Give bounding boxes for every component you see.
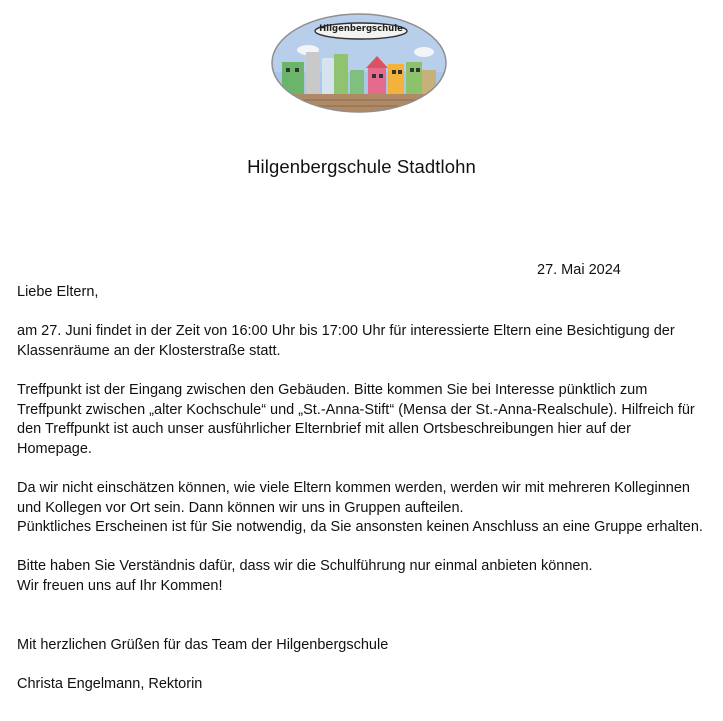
logo-text: Hilgenbergschule [319, 24, 403, 34]
salutation: Liebe Eltern, [17, 284, 99, 300]
paragraph-line: Wir freuen uns auf Ihr Kommen! [17, 577, 223, 594]
paragraph-line: Treffpunkt ist der Eingang zwischen den Gebäuden. Bitte kommen Sie bei Interesse pünktlich zum [17, 381, 648, 398]
paragraph-line: Homepage. [17, 440, 92, 457]
paragraph-line: Pünktliches Erscheinen ist für Sie notwendig, da Sie ansonsten keinen Anschluss an eine Gruppe erhalten. [17, 519, 703, 536]
paragraph-line: Da wir nicht einschätzen können, wie viele Eltern kommen werden, werden wir mit mehreren Kolleginnen [17, 479, 690, 496]
paragraph-line: Bitte haben Sie Verständnis dafür, dass wir die Schulführung nur einmal anbieten können. [17, 558, 593, 575]
letter-date: 27. Mai 2024 [537, 262, 621, 278]
paragraph-line: den Treffpunkt ist auch unser ausführlicher Elternbrief mit allen Ortsbeschreibungen hier auf der [17, 421, 631, 438]
paragraph-line: Treffpunkt zwischen „alter Kochschule“ und „St.-Anna-Stift“ (Mensa der St.-Anna-Realschule). Hilfreich für [17, 401, 695, 418]
paragraph-line: am 27. Juni findet in der Zeit von 16:00 Uhr bis 17:00 Uhr für interessierte Eltern eine Besichtigung der [17, 323, 675, 340]
letter-body [17, 283, 717, 694]
signature: Christa Engelmann, Rektorin [17, 675, 203, 692]
paragraph-line: Klassenräume an der Klosterstraße statt. [17, 342, 281, 359]
page-title: Hilgenbergschule Stadtlohn [247, 156, 476, 177]
closing: Mit herzlichen Grüßen für das Team der Hilgenbergschule [17, 636, 389, 653]
school-logo [270, 12, 448, 114]
paragraph-line: und Kollegen vor Ort sein. Dann können wir uns in Gruppen aufteilen. [17, 499, 464, 516]
